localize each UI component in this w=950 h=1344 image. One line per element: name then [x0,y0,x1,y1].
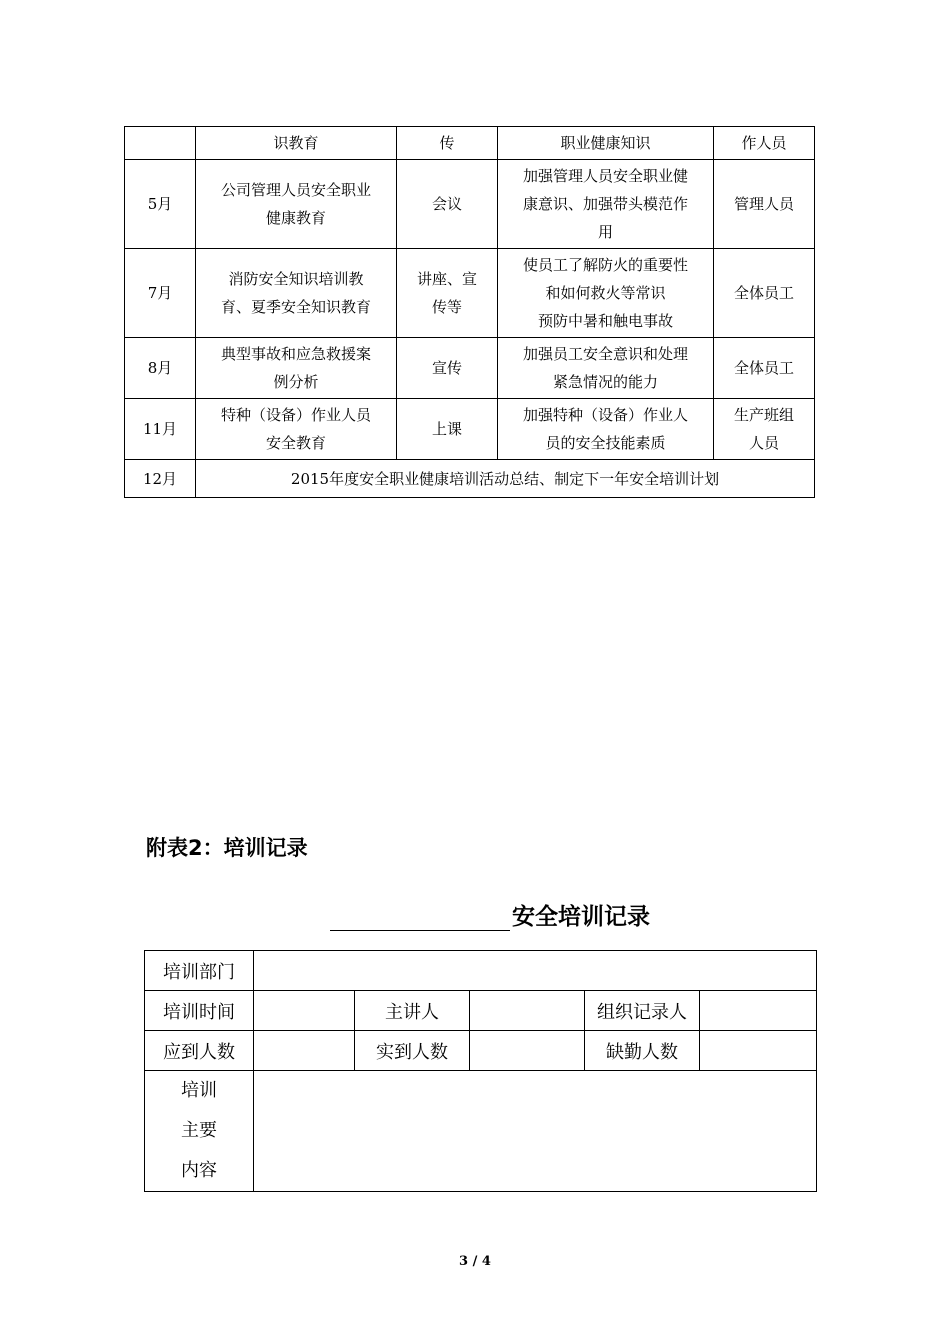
training-record-table [144,950,817,1192]
plan-purpose-line: 用 [597,223,613,241]
expected-value-cell[interactable] [254,1031,355,1071]
plan-summary-text: 2015年度安全职业健康培训活动总结、制定下一年安全培训计划 [196,460,815,498]
lecturer-value-cell[interactable] [470,991,585,1031]
actual-label: 实到人数 [355,1031,470,1071]
plan-purpose-line: 员的安全技能素质 [545,434,666,452]
time-label: 培训时间 [145,991,254,1031]
plan-month: 7月 [125,249,196,338]
plan-audience-line: 人员 [748,434,779,452]
plan-purpose-line: 预防中暑和触电事故 [537,312,673,330]
department-blank-line [330,902,510,931]
plan-continued-header-row [125,127,815,160]
plan-method [397,249,498,338]
plan-audience [714,249,815,338]
plan-row [125,160,815,249]
plan-header-cell: 识教育 [196,127,397,160]
plan-header-cell: 职业健康知识 [498,127,714,160]
plan-purpose [498,338,714,399]
plan-month: 5月 [125,160,196,249]
annex-title: 附表2：培训记录 [146,836,308,860]
content-label-line: 内容 [181,1160,217,1181]
record-row-department [145,951,817,991]
content-label-line: 主要 [181,1120,217,1141]
department-label: 培训部门 [145,951,254,991]
plan-content-line: 育、夏季安全知识教育 [220,298,371,316]
training-plan-body [125,127,815,498]
record-row-time [145,991,817,1031]
plan-content-line: 特种（设备）作业人员 [220,406,371,424]
plan-audience-line: 管理人员 [733,195,794,213]
plan-purpose [498,160,714,249]
plan-content-line: 健康教育 [265,209,326,227]
plan-row [125,338,815,399]
record-heading-text: 安全培训记录 [512,904,650,930]
plan-content [196,338,397,399]
plan-method-line: 宣传 [431,359,462,377]
plan-audience [714,399,815,460]
record-heading [330,898,650,931]
plan-method-line: 讲座、宣 [416,270,477,288]
plan-audience [714,160,815,249]
plan-row [125,249,815,338]
expected-label: 应到人数 [145,1031,254,1071]
plan-purpose-line: 加强员工安全意识和处理 [522,345,688,363]
plan-header-cell: 作人员 [714,127,815,160]
plan-content-line: 例分析 [273,373,319,391]
plan-method-line: 上课 [431,420,462,438]
plan-purpose [498,399,714,460]
plan-content [196,249,397,338]
plan-purpose-line: 紧急情况的能力 [552,373,658,391]
plan-month: 8月 [125,338,196,399]
recorder-value-cell[interactable] [700,991,817,1031]
plan-method [397,399,498,460]
absent-label: 缺勤人数 [585,1031,700,1071]
training-plan-table [124,126,815,498]
page-number: 3 / 4 [459,1254,491,1269]
lecturer-label: 主讲人 [355,991,470,1031]
plan-method [397,160,498,249]
plan-audience-line: 全体员工 [733,359,794,377]
plan-content [196,160,397,249]
plan-content [196,399,397,460]
plan-audience-line: 全体员工 [733,284,794,302]
plan-content-line: 典型事故和应急救援案 [220,345,371,363]
record-row-attendance [145,1031,817,1071]
plan-audience [714,338,815,399]
plan-audience-line: 生产班组 [733,406,794,424]
plan-month: 11月 [125,399,196,460]
plan-method-line: 会议 [431,195,462,213]
plan-content-line: 消防安全知识培训教 [228,270,364,288]
record-row-content [145,1071,817,1192]
plan-header-cell [125,127,196,160]
content-value-cell[interactable] [254,1071,817,1192]
actual-value-cell[interactable] [470,1031,585,1071]
department-value-cell[interactable] [254,951,817,991]
plan-purpose-line: 康意识、加强带头模范作 [522,195,688,213]
plan-row [125,399,815,460]
recorder-label: 组织记录人 [585,991,700,1031]
plan-purpose-line: 和如何救火等常识 [545,284,666,302]
plan-purpose-line: 加强特种（设备）作业人 [522,406,688,424]
plan-summary-row [125,460,815,498]
plan-method [397,338,498,399]
plan-purpose-line: 加强管理人员安全职业健 [522,167,688,185]
plan-month: 12月 [125,460,196,498]
plan-purpose [498,249,714,338]
absent-value-cell[interactable] [700,1031,817,1071]
plan-method-line: 传等 [431,298,462,316]
plan-content-line: 安全教育 [265,434,326,452]
plan-header-cell: 传 [397,127,498,160]
content-label [145,1071,254,1192]
plan-purpose-line: 使员工了解防火的重要性 [522,256,688,274]
content-label-line: 培训 [181,1080,217,1101]
plan-content-line: 公司管理人员安全职业 [220,181,371,199]
time-value-cell[interactable] [254,991,355,1031]
